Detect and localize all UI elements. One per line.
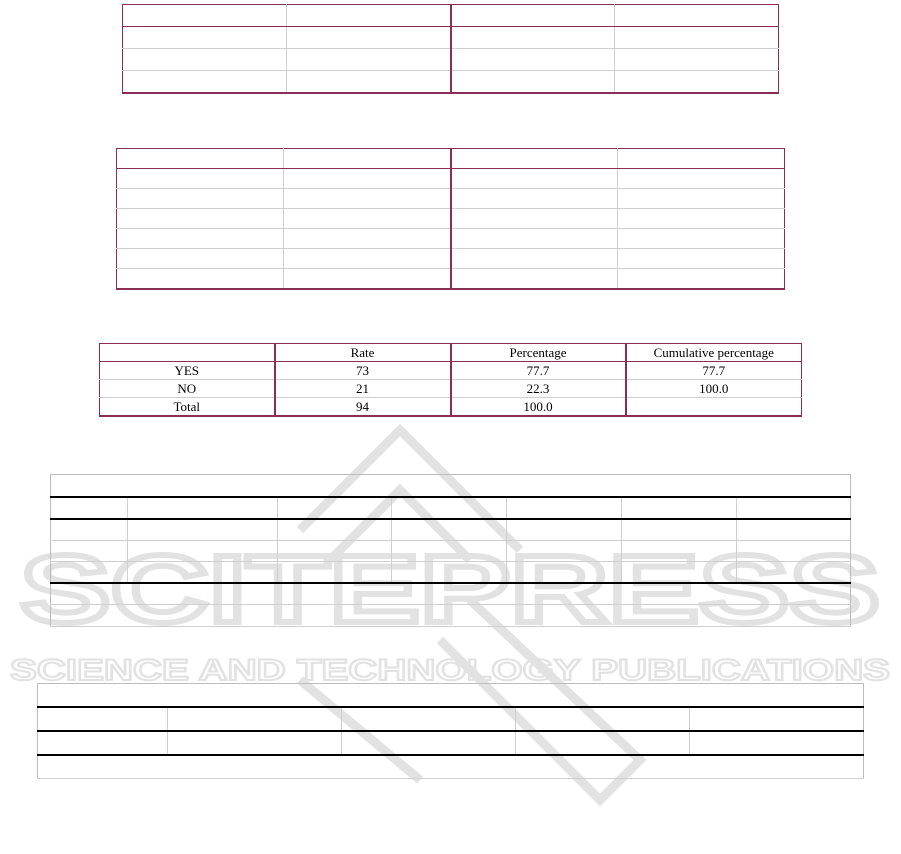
cell bbox=[51, 583, 851, 605]
cell bbox=[117, 189, 284, 209]
cell bbox=[128, 497, 278, 519]
cell bbox=[622, 562, 737, 584]
cell bbox=[278, 497, 392, 519]
cumulative-cell: 77.7 bbox=[626, 362, 802, 380]
table-row bbox=[117, 269, 785, 290]
header-percentage: Percentage bbox=[451, 344, 626, 362]
table-row bbox=[123, 49, 779, 71]
cell bbox=[451, 71, 615, 94]
cell bbox=[284, 149, 451, 169]
cell bbox=[287, 27, 451, 49]
cell bbox=[618, 249, 785, 269]
cell bbox=[451, 249, 618, 269]
table-row bbox=[51, 541, 851, 562]
header-rate: Rate bbox=[275, 344, 451, 362]
cell bbox=[284, 189, 451, 209]
cell bbox=[51, 497, 128, 519]
table-row bbox=[123, 27, 779, 49]
table-1-header-row bbox=[123, 5, 779, 27]
cell bbox=[618, 189, 785, 209]
rate-cell: 94 bbox=[275, 398, 451, 417]
cell bbox=[38, 707, 168, 731]
cell bbox=[38, 731, 168, 755]
cell bbox=[168, 731, 342, 755]
cell bbox=[123, 27, 287, 49]
table-row bbox=[117, 229, 785, 249]
cumulative-cell bbox=[626, 398, 802, 417]
cell bbox=[284, 269, 451, 290]
table-row bbox=[117, 169, 785, 189]
cell bbox=[690, 731, 864, 755]
cell bbox=[618, 209, 785, 229]
cell bbox=[451, 5, 615, 27]
cell bbox=[287, 71, 451, 94]
cell bbox=[284, 209, 451, 229]
table-5-caption-row bbox=[38, 684, 864, 708]
frequency-table-header-row bbox=[100, 344, 802, 362]
cumulative-cell: 100.0 bbox=[626, 380, 802, 398]
cell bbox=[117, 169, 284, 189]
rate-cell: 21 bbox=[275, 380, 451, 398]
cell bbox=[128, 541, 278, 562]
table-row bbox=[38, 731, 864, 755]
cell bbox=[737, 519, 851, 541]
cell bbox=[392, 541, 507, 562]
cell bbox=[451, 169, 618, 189]
cell bbox=[615, 5, 779, 27]
table-5 bbox=[37, 683, 864, 779]
percentage-cell: 22.3 bbox=[451, 380, 626, 398]
table-row bbox=[117, 189, 785, 209]
cell bbox=[737, 562, 851, 584]
frequency-table bbox=[99, 343, 802, 417]
table-4-note-row bbox=[51, 605, 851, 627]
cell bbox=[117, 249, 284, 269]
cell bbox=[737, 541, 851, 562]
cell bbox=[117, 229, 284, 249]
table-row bbox=[117, 209, 785, 229]
row-label: YES bbox=[100, 362, 275, 380]
cell bbox=[392, 519, 507, 541]
rate-cell: 73 bbox=[275, 362, 451, 380]
header-cumulative-percentage: Cumulative percentage bbox=[626, 344, 802, 362]
cell bbox=[38, 684, 864, 708]
cell bbox=[123, 71, 287, 94]
cell bbox=[615, 27, 779, 49]
watermark-subtitle: SCIENCE AND TECHNOLOGY PUBLICATIONS bbox=[10, 654, 890, 687]
cell bbox=[342, 707, 516, 731]
cell bbox=[737, 497, 851, 519]
cell bbox=[516, 707, 690, 731]
table-row bbox=[100, 398, 802, 417]
cell bbox=[51, 475, 851, 498]
cell bbox=[51, 519, 128, 541]
header-cell-blank bbox=[100, 344, 275, 362]
percentage-cell: 100.0 bbox=[451, 398, 626, 417]
cell bbox=[507, 519, 622, 541]
cell bbox=[117, 269, 284, 290]
cell bbox=[392, 562, 507, 584]
cell bbox=[278, 519, 392, 541]
cell bbox=[123, 49, 287, 71]
table-1 bbox=[122, 4, 779, 94]
cell bbox=[618, 169, 785, 189]
cell bbox=[287, 49, 451, 71]
cell bbox=[392, 497, 507, 519]
cell bbox=[618, 269, 785, 290]
table-4-footer-row bbox=[51, 583, 851, 605]
cell bbox=[284, 169, 451, 189]
cell bbox=[278, 562, 392, 584]
cell bbox=[38, 755, 864, 779]
cell bbox=[615, 49, 779, 71]
percentage-cell: 77.7 bbox=[451, 362, 626, 380]
cell bbox=[507, 497, 622, 519]
cell bbox=[342, 731, 516, 755]
table-4 bbox=[50, 474, 851, 627]
row-label: Total bbox=[100, 398, 275, 417]
cell bbox=[516, 731, 690, 755]
cell bbox=[51, 541, 128, 562]
cell bbox=[51, 605, 851, 627]
cell bbox=[51, 562, 128, 584]
cell bbox=[278, 541, 392, 562]
cell bbox=[451, 269, 618, 290]
table-row bbox=[117, 249, 785, 269]
cell bbox=[117, 149, 284, 169]
cell bbox=[622, 519, 737, 541]
table-4-caption-row bbox=[51, 475, 851, 498]
cell bbox=[128, 562, 278, 584]
cell bbox=[284, 229, 451, 249]
table-row bbox=[51, 562, 851, 584]
cell bbox=[622, 541, 737, 562]
cell bbox=[451, 209, 618, 229]
cell bbox=[284, 249, 451, 269]
cell bbox=[507, 562, 622, 584]
cell bbox=[123, 5, 287, 27]
cell bbox=[128, 519, 278, 541]
cell bbox=[618, 229, 785, 249]
cell bbox=[615, 71, 779, 94]
cell bbox=[451, 27, 615, 49]
watermark-title: SCITEPRESS bbox=[20, 536, 880, 643]
table-row bbox=[123, 71, 779, 94]
table-row bbox=[100, 362, 802, 380]
table-2-header-row bbox=[117, 149, 785, 169]
cell bbox=[287, 5, 451, 27]
table-5-footer-row bbox=[38, 755, 864, 779]
table-row bbox=[51, 519, 851, 541]
row-label: NO bbox=[100, 380, 275, 398]
cell bbox=[168, 707, 342, 731]
cell bbox=[690, 707, 864, 731]
table-2 bbox=[116, 148, 785, 290]
cell bbox=[622, 497, 737, 519]
table-row bbox=[100, 380, 802, 398]
table-4-header-row bbox=[51, 497, 851, 519]
cell bbox=[451, 49, 615, 71]
cell bbox=[117, 209, 284, 229]
cell bbox=[507, 541, 622, 562]
cell bbox=[451, 229, 618, 249]
cell bbox=[451, 189, 618, 209]
cell bbox=[451, 149, 618, 169]
table-5-header-row bbox=[38, 707, 864, 731]
cell bbox=[618, 149, 785, 169]
